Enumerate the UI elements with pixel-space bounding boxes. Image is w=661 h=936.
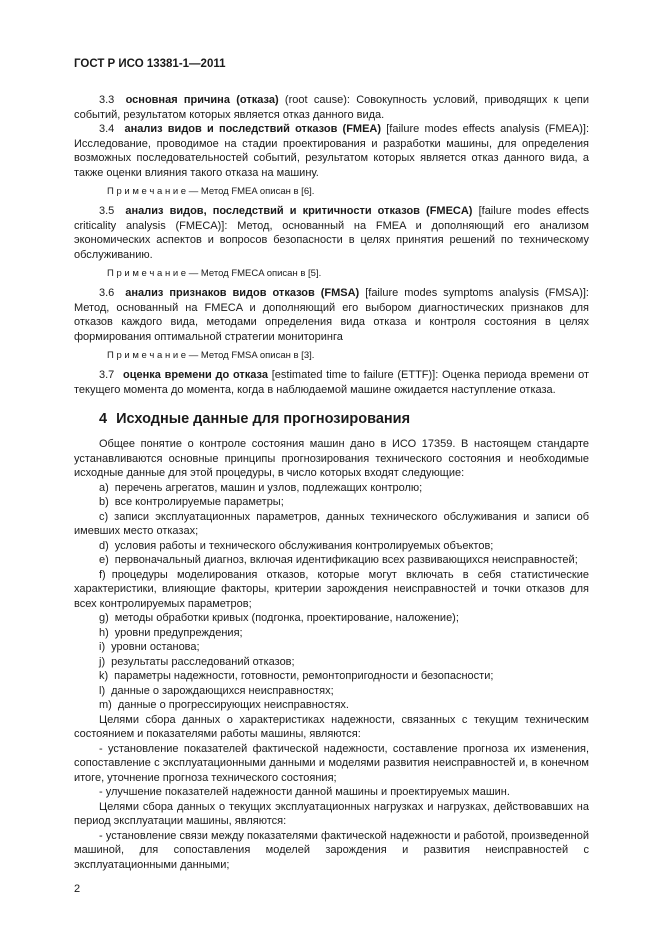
term-title: анализ видов и последствий отказов (FMEA)	[124, 123, 382, 135]
term-number: 3.3	[99, 94, 115, 106]
dash-item-improvement: - улучшение показателей надежности данной машины и проектируемых машин.	[99, 786, 510, 798]
term-english-equiv: [failure modes effects criticality analysis (FMECA)]:	[74, 205, 589, 232]
list-item-label: c)	[99, 510, 109, 523]
term-definition: Метод, основанный на FMEA и дополняющий его анализом экономических аспектов и вопросов безопасности в целях принятия решений по техническому обслуживанию.	[74, 219, 589, 261]
list-item-g	[74, 611, 589, 626]
term-paragraph-3-5	[74, 204, 589, 262]
list-item-text: методы обработки кривых (подгонка, проектирование, наложение);	[114, 612, 459, 624]
list-item-d	[74, 539, 589, 554]
term-title: анализ признаков видов отказов (FMSA)	[125, 287, 360, 299]
note-fmea	[74, 186, 589, 198]
list-item-text: записи эксплуатационных параметров, данных технического обслуживания и записи об имевших место отказах;	[74, 510, 589, 537]
note-text: — Метод FMSA описан в [3].	[188, 350, 315, 361]
term-definition: Совокупность условий, приводящих к цепи событий, результатом которых является отказ данного вида.	[74, 94, 590, 121]
list-item-j	[74, 655, 589, 670]
list-item-h	[74, 626, 589, 641]
list-item-text: параметры надежности, готовности, ремонтопригодности и безопасности;	[114, 670, 494, 682]
list-item-text: первоначальный диагноз, включая идентификацию всех развивающихся неисправностей;	[114, 554, 578, 566]
list-item-c	[74, 510, 589, 539]
note-text: — Метод FMEA описан в [6].	[188, 186, 315, 197]
body-paragraph-goals-loads: Целями сбора данных о текущих эксплуатационных нагрузках и нагрузках, действовавших на период эксплуатации машины, являются:	[74, 800, 589, 827]
term-english-equiv: [failure modes effects analysis (FMEA)]:	[386, 123, 589, 135]
body-paragraph-goals-reliability: Целями сбора данных о характеристиках надежности, связанных с текущим техническим состоянием и показателями работы машины, являются:	[74, 713, 589, 740]
note-label: П р и м е ч а н и е	[107, 186, 187, 197]
list-item-f	[74, 568, 589, 612]
list-item-label: m)	[99, 699, 112, 711]
list-item-text: перечень агрегатов, машин и узлов, подлежащих контролю;	[114, 481, 423, 494]
list-item-text: данные о прогрессирующих неисправностях.	[117, 699, 349, 711]
section-heading	[74, 410, 589, 428]
list-item-label: i)	[99, 641, 106, 653]
list-item-text: все контролируемые параметры;	[114, 496, 284, 508]
list-item-label: e)	[99, 554, 109, 566]
term-number: 3.5	[99, 205, 115, 217]
term-paragraph-3-7	[74, 368, 589, 397]
term-number: 3.4	[99, 123, 115, 135]
note-text: — Метод FMECA описан в [5].	[188, 268, 322, 279]
dash-item-link: - установление связи между показателями фактической надежности и работой, произведенной машиной, для сопоставления моделей зарождения и развития неисправностей с эксплуатационными данными;	[74, 829, 589, 871]
section-title: Исходные данные для прогнозирования	[116, 411, 411, 427]
section-number: 4	[99, 411, 108, 427]
list-item-text: данные о зарождающихся неисправностях;	[111, 684, 334, 697]
list-item-label: l)	[99, 684, 106, 697]
term-english-equiv: (root cause):	[284, 94, 350, 106]
page-number: 2	[74, 883, 81, 895]
term-paragraph-3-6	[74, 286, 589, 344]
list-item-a	[74, 481, 589, 496]
term-paragraph-3-4	[74, 122, 589, 180]
list-item-label: d)	[99, 539, 109, 552]
list-item-text: уровни предупреждения;	[114, 626, 243, 639]
list-item-m	[74, 698, 589, 713]
note-fmsa	[74, 350, 589, 362]
note-label: П р и м е ч а н и е	[107, 268, 187, 279]
list-item-b	[74, 495, 589, 510]
list-item-i	[74, 640, 589, 655]
term-english-equiv: [failure modes symptoms analysis (FMSA)]:	[365, 287, 589, 299]
term-number: 3.7	[99, 369, 115, 381]
term-paragraph-3-3	[74, 93, 589, 122]
list-item-label: k)	[99, 670, 109, 682]
term-definition: Метод, основанный на FMECA и дополняющий его выбором диагностических признаков для отказов каждого вида, методами определения вида отказа и контроля состояния в целях формирования оптимальной стратегии мониторинга	[74, 301, 589, 343]
list-item-label: f)	[99, 568, 106, 581]
term-title: анализ видов, последствий и критичности отказов (FMECA)	[125, 205, 473, 217]
note-label: П р и м е ч а н и е	[107, 350, 187, 361]
list-item-text: условия работы и технического обслуживания контролируемых объектов;	[114, 539, 494, 552]
list-item-label: g)	[99, 612, 109, 624]
list-item-label: h)	[99, 626, 109, 639]
term-definition: Исследование, проводимое на стадии проектирования и разработки машины, для определения возможных последовательностей событий, результатом которых является отказ данного вида, а также оценки влияния такого отказа на машину.	[74, 137, 589, 179]
list-item-label: b)	[99, 496, 109, 508]
list-item-k	[74, 669, 589, 684]
list-item-text: результаты расследований отказов;	[111, 655, 295, 668]
list-item-e	[74, 553, 589, 568]
list-item-text: процедуры моделирования отказов, которые могут включать в себя статистические характеристики, влияющие факторы, критерии зарождения неисправностей и точки отказов для всех контролируемых параметров;	[74, 568, 589, 610]
list-item-text: уровни останова;	[111, 641, 200, 653]
standard-header: ГОСТ Р ИСО 13381-1—2011	[74, 58, 226, 70]
dash-item-forecast: - установление показателей фактической надежности, составление прогноза их изменения, сопоставление с эксплуатационными данными и моделями развития неисправностей и, в конечном итоге, уточнение прогноза технического состояния;	[74, 742, 589, 784]
section-intro-paragraph: Общее понятие о контроле состояния машин дано в ИСО 17359. В настоящем стандарте устанавливаются основные принципы прогнозирования технического состояния и необходимые исходные данные для этой процедуры, в число которых входят следующие:	[74, 438, 589, 479]
term-title: оценка времени до отказа	[123, 369, 268, 381]
term-title: основная причина (отказа)	[125, 94, 279, 106]
term-definition: Оценка периода времени от текущего момента до момента, когда в наблюдаемой машине ожидается наступление отказа.	[74, 369, 590, 396]
note-fmeca	[74, 268, 589, 280]
list-item-label: j)	[99, 655, 106, 668]
term-english-equiv: [estimated time to failure (ETTF)]:	[271, 369, 439, 381]
list-item-label: a)	[99, 481, 109, 494]
list-item-l	[74, 684, 589, 699]
term-number: 3.6	[99, 287, 115, 299]
